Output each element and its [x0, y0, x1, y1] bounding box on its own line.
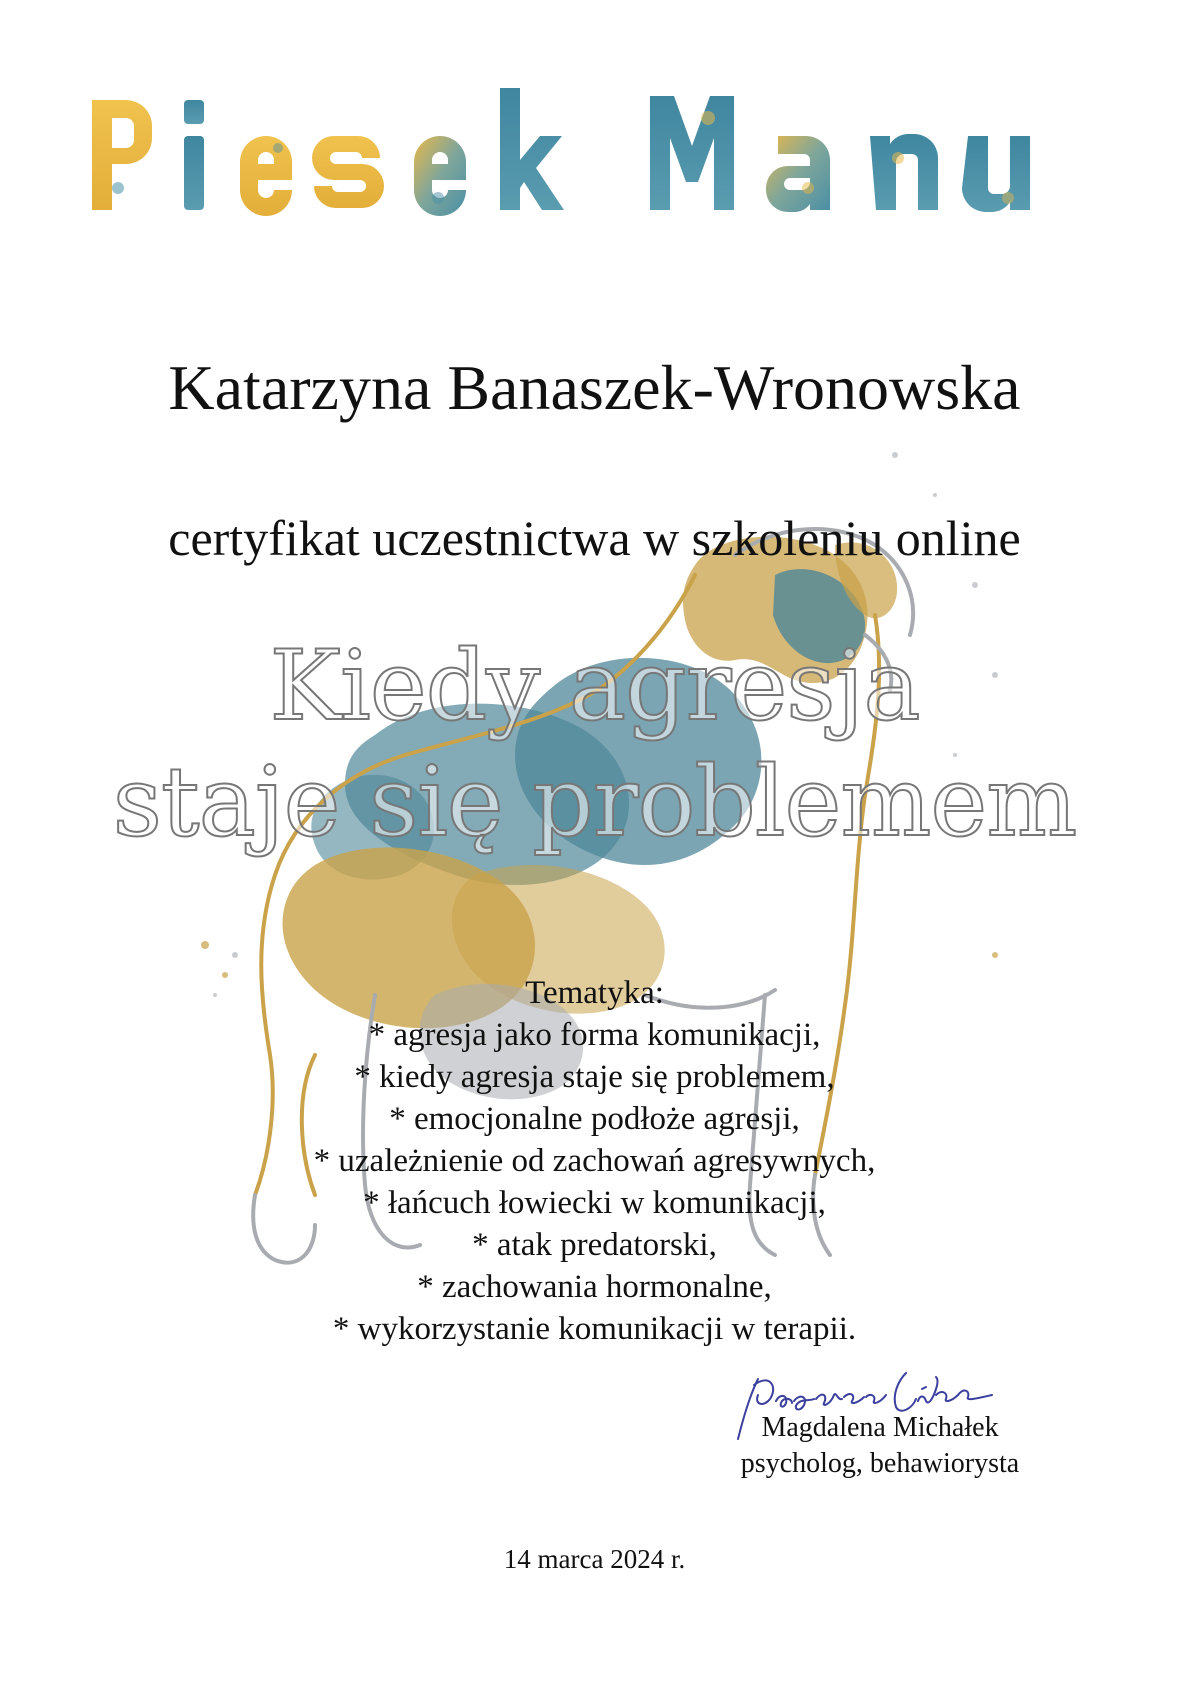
- signer-name: Magdalena Michałek: [761, 1412, 999, 1443]
- topic-item: * kiedy agresja staje się problemem,: [354, 1059, 835, 1095]
- topic-item: * agresja jako forma komunikacji,: [368, 1017, 821, 1053]
- course-title-line: staje się problemem: [112, 746, 1077, 858]
- topic-item: * wykorzystanie komunikacji w terapii.: [332, 1311, 857, 1347]
- participant-name: Katarzyna Banaszek-Wronowska: [168, 352, 1021, 423]
- certificate-date: 14 marca 2024 r.: [503, 1544, 686, 1574]
- course-title: [0, 628, 1189, 860]
- signer-role: psycholog, behawiorysta: [740, 1448, 1020, 1479]
- topic-item: * łańcuch łowiecki w komunikacji,: [363, 1185, 826, 1221]
- logo-graphic: [88, 88, 1108, 238]
- topics-list: [0, 972, 1189, 1350]
- brand-logo: [88, 88, 1108, 238]
- topic-item: * atak predatorski,: [472, 1227, 717, 1263]
- certificate-subtitle: certyfikat uczestnictwa w szkoleniu online: [168, 510, 1021, 566]
- topic-item: * emocjonalne podłoże agresji,: [389, 1101, 800, 1137]
- topic-item: * uzależnienie od zachowań agresywnych,: [313, 1143, 876, 1179]
- signature-block: [720, 1365, 1040, 1495]
- course-title-line: Kiedy agresja: [269, 630, 920, 742]
- topic-item: * zachowania hormonalne,: [417, 1269, 772, 1305]
- topics-heading: Tematyka:: [525, 975, 664, 1011]
